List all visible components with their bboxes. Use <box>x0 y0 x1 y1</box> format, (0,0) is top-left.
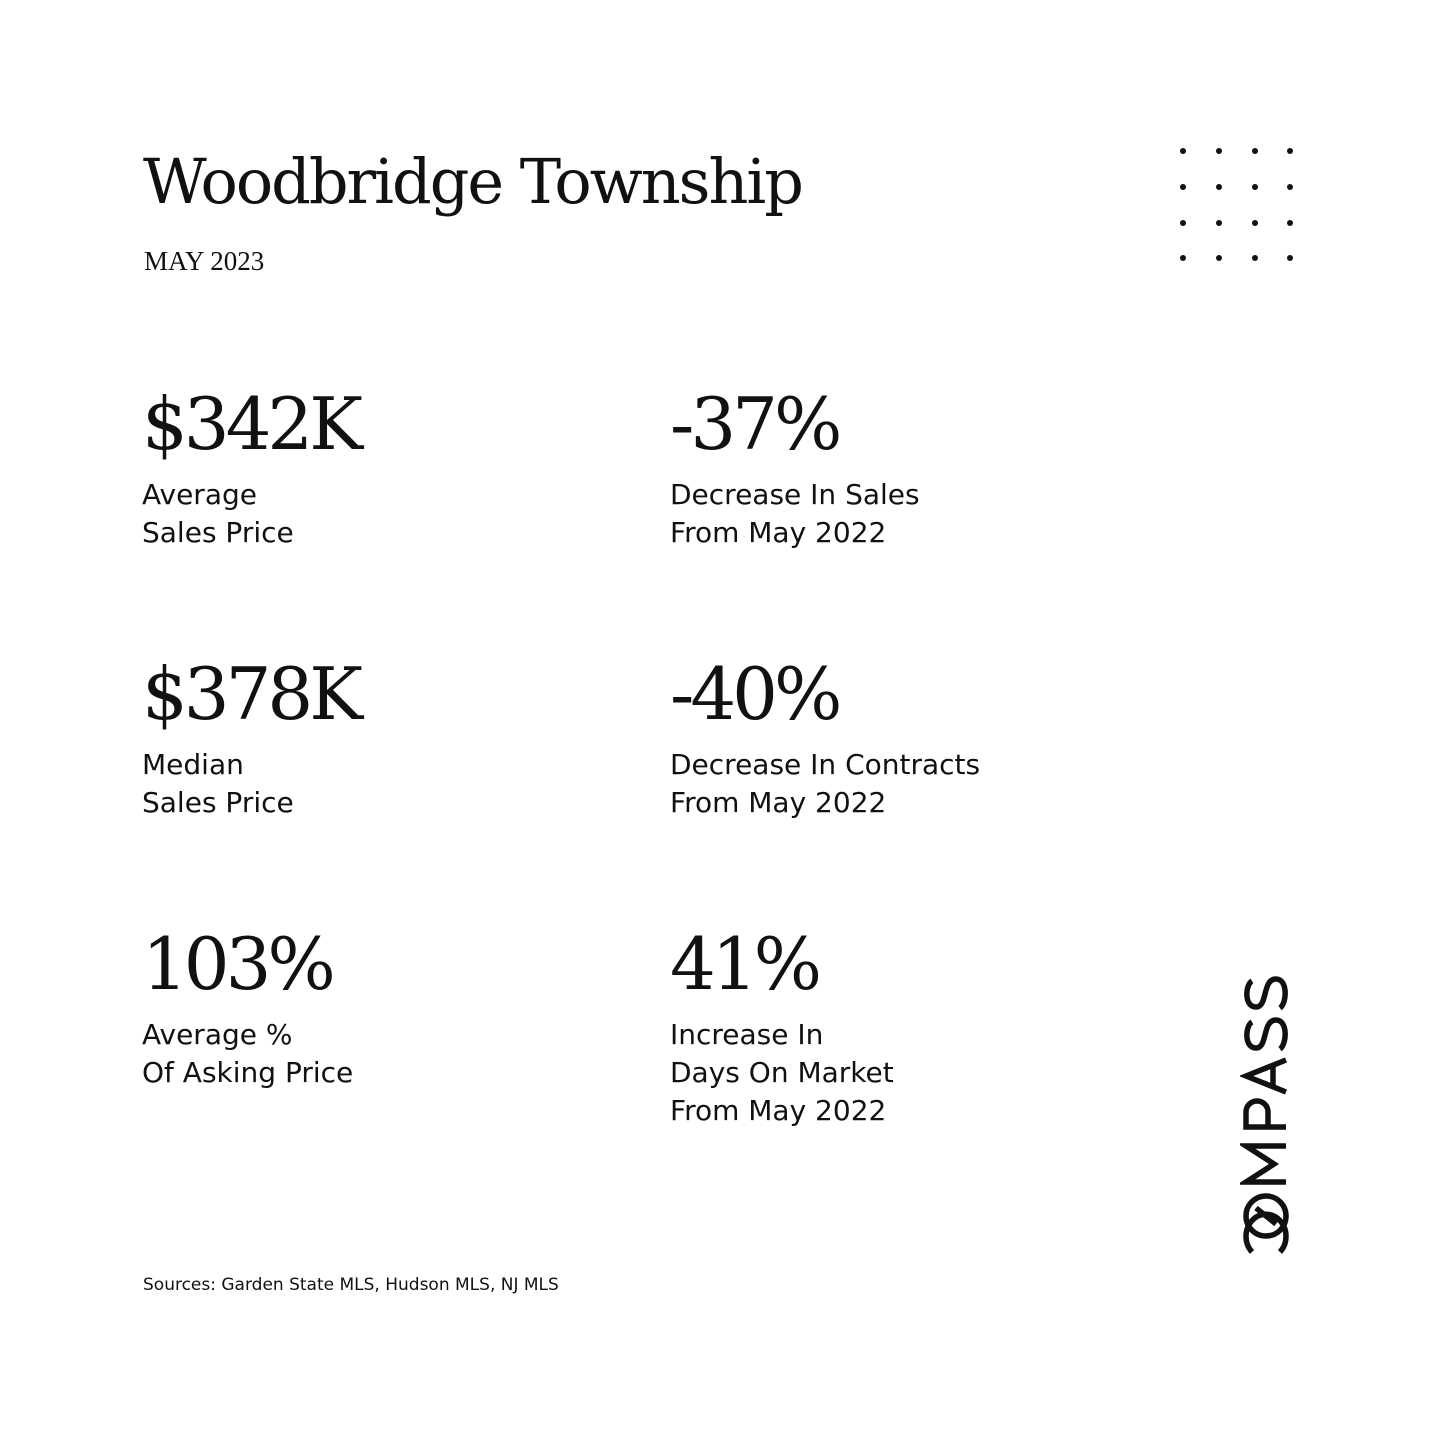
stat-label-line: Decrease In Sales <box>670 478 920 511</box>
stat-decrease-in-sales <box>670 384 920 552</box>
stat-increase-days-on-market <box>670 924 894 1130</box>
stat-value: 103% <box>142 922 332 1006</box>
dot-grid-icon <box>1176 145 1296 265</box>
stat-label-line: Of Asking Price <box>142 1056 354 1089</box>
stat-label-line: Decrease In Contracts <box>670 748 981 781</box>
page-title: Woodbridge Township <box>143 145 802 218</box>
stat-label-line: Increase In <box>670 1018 824 1051</box>
stat-value: 41% <box>670 922 819 1006</box>
stat-label <box>142 1016 353 1092</box>
stat-average-percent-of-asking <box>142 924 353 1092</box>
stat-label <box>670 476 920 552</box>
stat-decrease-in-contracts <box>670 654 980 822</box>
stat-label-line: Sales Price <box>142 516 294 549</box>
stat-value: -40% <box>670 652 839 736</box>
stat-value: $378K <box>142 652 360 736</box>
stat-label-line: Sales Price <box>142 786 294 819</box>
report-date: MAY 2023 <box>144 246 265 276</box>
stat-label-line: Average <box>142 478 257 511</box>
stat-label-line: From May 2022 <box>670 786 887 819</box>
stat-label <box>670 746 980 822</box>
stat-value: -37% <box>670 382 839 466</box>
stat-label-line: Average % <box>142 1018 293 1051</box>
stat-label <box>142 746 359 822</box>
stat-label-line: From May 2022 <box>670 516 887 549</box>
stat-label <box>670 1016 894 1130</box>
stat-label-line: Median <box>142 748 244 781</box>
stat-median-sales-price <box>142 654 359 822</box>
stat-average-sales-price <box>142 384 359 552</box>
stat-label <box>142 476 359 552</box>
stat-value: $342K <box>142 382 360 466</box>
sources-note: Sources: Garden State MLS, Hudson MLS, NJ MLS <box>143 1275 559 1295</box>
compass-logo <box>1240 956 1292 1292</box>
stat-label-line: Days On Market <box>670 1056 894 1089</box>
stat-label-line: From May 2022 <box>670 1094 887 1127</box>
